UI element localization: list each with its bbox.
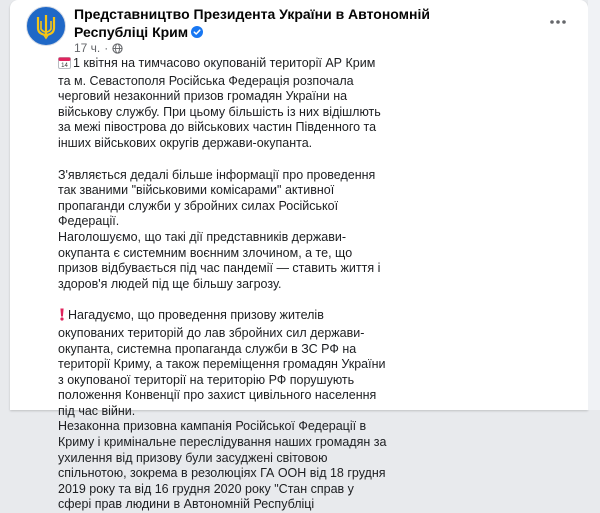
red-exclamation-icon (58, 308, 66, 326)
paragraph-5: Незаконна призовна кампанія Російської Федерації в Криму і кримінальне переслідування наших громадян за ухилення від призову були засуджені світовою спільнотою, зокрема в резолюціях ГА ООН від 18 грудня 2019 року та від 16 грудня 2020 року "Стан справ у сфері прав людини в Автономній Республіці (58, 419, 387, 512)
more-options-button[interactable] (544, 8, 572, 36)
calendar-icon (58, 56, 71, 74)
paragraph-4: Нагадуємо, що проведення призову жителів окупованих територій до лав збройних сил держави-окупанта, системна пропаганда служби в ЗС РФ на території Криму, а також переміщення громадян України з окупованої території на територію РФ порушують положення Конвенції про захист цивільного населення під час війни. (58, 308, 386, 418)
trident-emblem-icon (35, 13, 57, 39)
globe-icon[interactable] (112, 43, 123, 54)
page-name-link[interactable] (74, 5, 434, 41)
post-text (58, 56, 388, 513)
facebook-post-card (10, 0, 588, 512)
svg-text:14: 14 (61, 63, 68, 70)
verified-badge-icon (191, 24, 203, 36)
meta-separator: · (104, 41, 109, 55)
page-name-text: Представництво Президента України в Автономній Республіці Крим (74, 6, 430, 40)
paragraph-2: З'являється дедалі більше інформації про проведення так званими "військовими комісарами" активної пропаганди служби у збройних силах Російської Федерації. (58, 167, 376, 229)
paragraph-gap (58, 292, 388, 308)
paragraph-3: Наголошуємо, що такі дії представників держави-окупанта є системним воєнним злочином, а те, що призов відбувається під час пандемії — ставить життя і здоров'я людей під ще більшу загрозу. (58, 229, 381, 291)
more-options-icon (549, 19, 567, 25)
paragraph-gap (58, 152, 388, 168)
post-header (10, 0, 588, 56)
page-avatar[interactable] (26, 6, 66, 46)
paragraph-1: 14 1 квітня на тимчасово окупованій території АР Крим та м. Севастополя Російська Федерація розпочала черговий незаконний призов громадян України на військову службу. При цьому більшість із них відішлють за межі півострова до військових частин Південного та інших військових округів держави-окупанта. (58, 56, 381, 150)
post-timestamp[interactable]: 17 ч. (74, 41, 101, 55)
post-meta (74, 41, 123, 55)
scroll-track (588, 0, 600, 410)
